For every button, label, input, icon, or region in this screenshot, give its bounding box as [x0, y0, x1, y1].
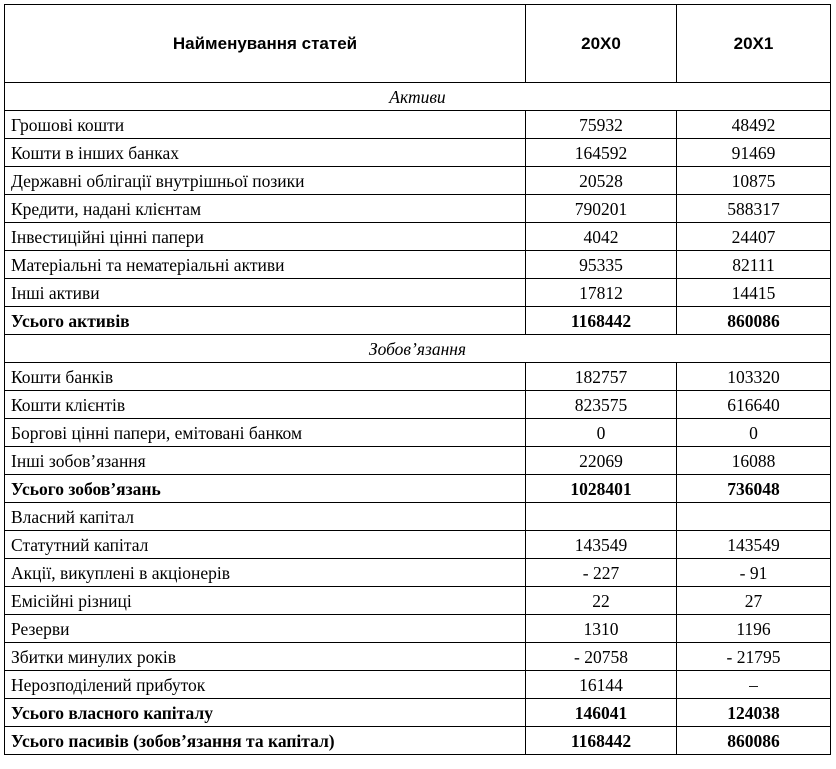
table-header-row — [5, 5, 831, 83]
table-row — [5, 279, 831, 307]
value-20x1: – — [677, 671, 831, 699]
total-row — [5, 307, 831, 335]
value-20x1: 16088 — [677, 447, 831, 475]
table-row — [5, 671, 831, 699]
value-20x1: 103320 — [677, 363, 831, 391]
table-row — [5, 195, 831, 223]
value-20x0: 16144 — [526, 671, 677, 699]
row-label: Усього зобов’язань — [5, 475, 526, 503]
value-20x0: 4042 — [526, 223, 677, 251]
value-20x0: 182757 — [526, 363, 677, 391]
header-item-name: Найменування статей — [5, 5, 526, 83]
row-label: Нерозподілений прибуток — [5, 671, 526, 699]
table-row — [5, 615, 831, 643]
row-label: Кошти в інших банках — [5, 139, 526, 167]
row-label: Кредити, надані клієнтам — [5, 195, 526, 223]
value-20x0: - 20758 — [526, 643, 677, 671]
balance-sheet-container — [4, 4, 831, 755]
table-row — [5, 139, 831, 167]
balance-sheet-table — [4, 4, 831, 755]
row-label: Матеріальні та нематеріальні активи — [5, 251, 526, 279]
value-20x1: 1196 — [677, 615, 831, 643]
value-20x1 — [677, 503, 831, 531]
table-row — [5, 531, 831, 559]
row-label: Усього активів — [5, 307, 526, 335]
value-20x1: 860086 — [677, 727, 831, 755]
row-label: Інвестиційні цінні папери — [5, 223, 526, 251]
row-label: Інші зобов’язання — [5, 447, 526, 475]
row-label: Резерви — [5, 615, 526, 643]
value-20x1: 616640 — [677, 391, 831, 419]
table-row — [5, 503, 831, 531]
table-row — [5, 419, 831, 447]
value-20x1: 736048 — [677, 475, 831, 503]
value-20x0: 790201 — [526, 195, 677, 223]
row-label: Кошти банків — [5, 363, 526, 391]
row-label: Кошти клієнтів — [5, 391, 526, 419]
value-20x0: 146041 — [526, 699, 677, 727]
value-20x1: 14415 — [677, 279, 831, 307]
header-year-20x1: 20X1 — [677, 5, 831, 83]
table-row — [5, 643, 831, 671]
value-20x0 — [526, 503, 677, 531]
section-header-row — [5, 335, 831, 363]
value-20x1: 143549 — [677, 531, 831, 559]
total-row — [5, 727, 831, 755]
value-20x1: 860086 — [677, 307, 831, 335]
table-row — [5, 587, 831, 615]
value-20x0: - 227 — [526, 559, 677, 587]
value-20x1: 82111 — [677, 251, 831, 279]
total-row — [5, 699, 831, 727]
value-20x1: 0 — [677, 419, 831, 447]
total-row — [5, 475, 831, 503]
value-20x0: 1028401 — [526, 475, 677, 503]
value-20x1: 27 — [677, 587, 831, 615]
section-title: Активи — [5, 83, 831, 111]
value-20x0: 1168442 — [526, 307, 677, 335]
value-20x0: 22 — [526, 587, 677, 615]
value-20x1: 48492 — [677, 111, 831, 139]
value-20x0: 22069 — [526, 447, 677, 475]
value-20x0: 0 — [526, 419, 677, 447]
table-row — [5, 391, 831, 419]
row-label: Власний капітал — [5, 503, 526, 531]
value-20x0: 75932 — [526, 111, 677, 139]
value-20x0: 1168442 — [526, 727, 677, 755]
table-row — [5, 559, 831, 587]
table-row — [5, 251, 831, 279]
value-20x0: 164592 — [526, 139, 677, 167]
value-20x0: 143549 — [526, 531, 677, 559]
value-20x1: 24407 — [677, 223, 831, 251]
table-row — [5, 223, 831, 251]
value-20x1: 588317 — [677, 195, 831, 223]
row-label: Усього власного капіталу — [5, 699, 526, 727]
section-header-row — [5, 83, 831, 111]
table-row — [5, 167, 831, 195]
value-20x0: 20528 — [526, 167, 677, 195]
value-20x1: 91469 — [677, 139, 831, 167]
value-20x0: 823575 — [526, 391, 677, 419]
row-label: Державні облігації внутрішньої позики — [5, 167, 526, 195]
section-title: Зобов’язання — [5, 335, 831, 363]
row-label: Грошові кошти — [5, 111, 526, 139]
table-row — [5, 447, 831, 475]
value-20x0: 1310 — [526, 615, 677, 643]
row-label: Акції, викуплені в акціонерів — [5, 559, 526, 587]
value-20x0: 95335 — [526, 251, 677, 279]
row-label: Інші активи — [5, 279, 526, 307]
row-label: Усього пасивів (зобов’язання та капітал) — [5, 727, 526, 755]
value-20x0: 17812 — [526, 279, 677, 307]
value-20x1: 124038 — [677, 699, 831, 727]
row-label: Емісійні різниці — [5, 587, 526, 615]
row-label: Збитки минулих років — [5, 643, 526, 671]
value-20x1: 10875 — [677, 167, 831, 195]
table-row — [5, 111, 831, 139]
table-row — [5, 363, 831, 391]
value-20x1: - 91 — [677, 559, 831, 587]
value-20x1: - 21795 — [677, 643, 831, 671]
row-label: Статутний капітал — [5, 531, 526, 559]
row-label: Боргові цінні папери, емітовані банком — [5, 419, 526, 447]
header-year-20x0: 20X0 — [526, 5, 677, 83]
table-body — [5, 83, 831, 755]
